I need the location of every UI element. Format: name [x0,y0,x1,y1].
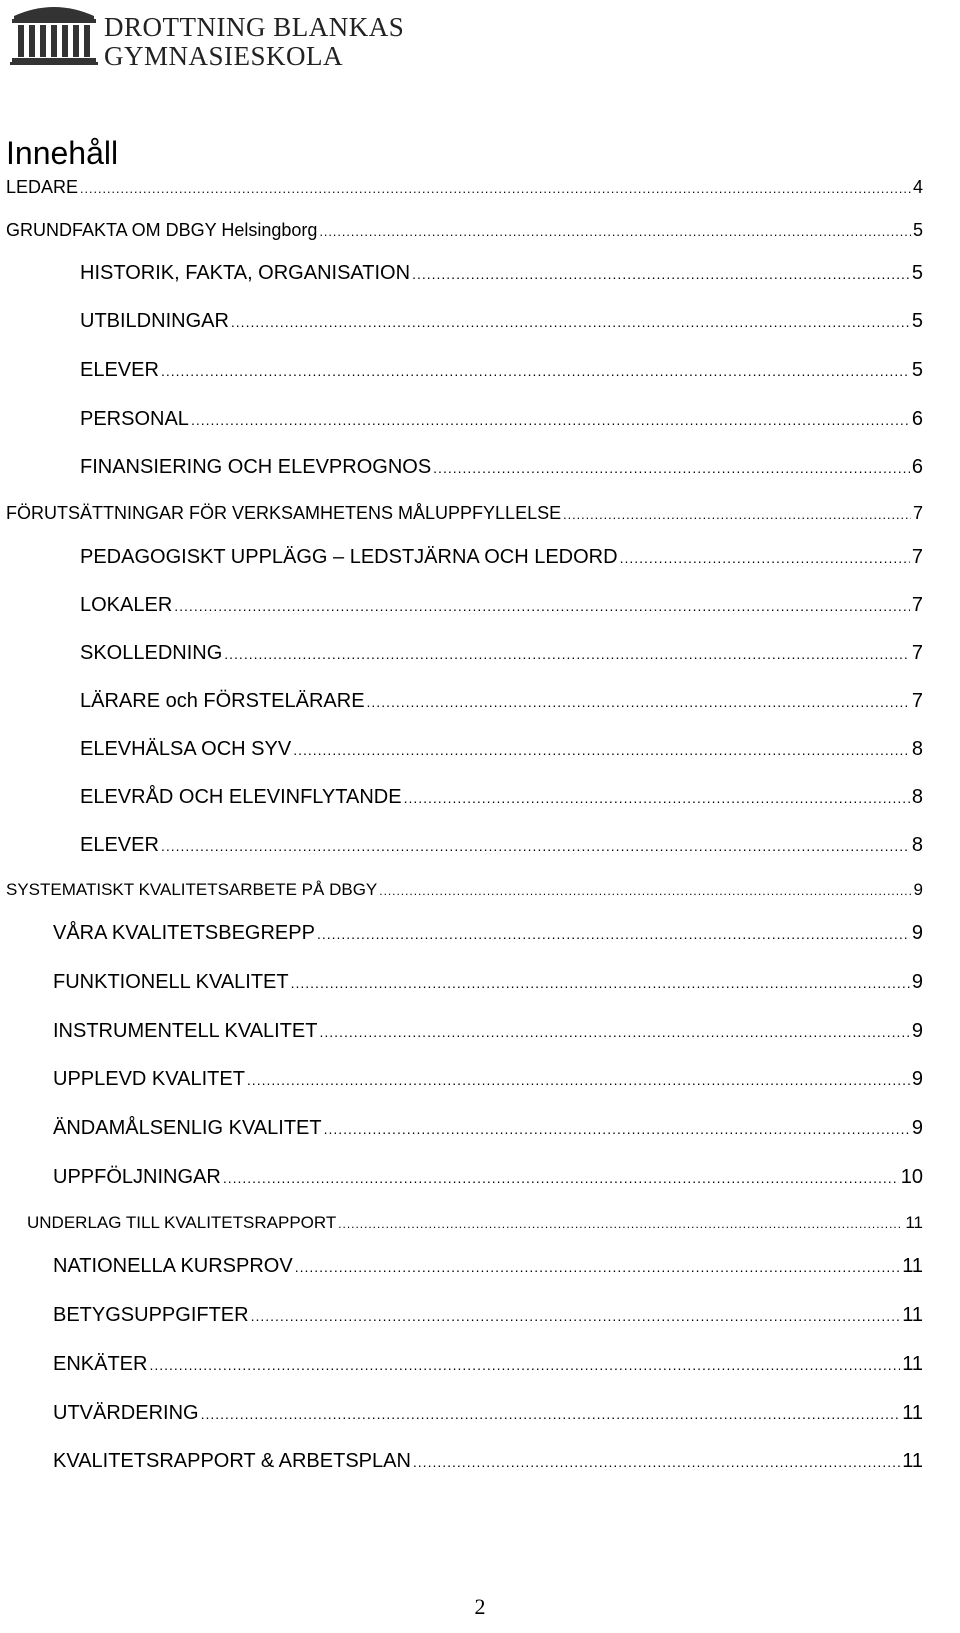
toc-entry[interactable] [80,408,923,431]
toc-entry[interactable] [53,1402,923,1425]
toc-entry[interactable] [53,1304,923,1327]
toc-entry[interactable] [80,456,923,479]
toc-entry-page: 8 [911,786,923,808]
toc-entry-label: BETYGSUPPGIFTER [53,1304,249,1326]
toc-entry-label: ELEVRÅD OCH ELEVINFLYTANDE [80,786,402,808]
toc-entry[interactable] [6,503,923,524]
toc-entry[interactable] [80,690,923,713]
toc-entry[interactable] [80,546,923,569]
toc-entry[interactable] [53,1020,923,1043]
toc-entry-label: VÅRA KVALITETSBEGREPP [53,922,315,944]
toc-entry-page: 9 [911,1117,923,1139]
toc-heading: Innehåll [6,135,119,171]
toc-entry[interactable] [80,834,923,857]
toc-entry-label: HISTORIK, FAKTA, ORGANISATION [80,262,411,284]
toc-entry-label: INSTRUMENTELL KVALITET [53,1020,318,1042]
toc-entry-label: UTBILDNINGAR [80,310,229,332]
toc-entry-page: 11 [902,1255,923,1277]
toc-entry-page: 7 [911,594,923,616]
toc-entry-label: ELEVHÄLSA OCH SYV [80,738,292,760]
toc-entry-label: PEDAGOGISKT UPPLÄGG – LEDSTJÄRNA OCH LEDORD [80,546,618,568]
toc-entry[interactable] [53,1068,923,1091]
toc-entry-page: 7 [911,690,923,712]
toc-entry-page: 10 [900,1166,923,1188]
toc-entry-page: 11 [902,1353,923,1375]
toc-entry-label: ENKÄTER [53,1353,148,1375]
toc-entry-page: 6 [911,408,923,430]
toc-entry[interactable] [27,1213,923,1233]
toc-entry[interactable] [80,786,923,809]
toc-entry-page: 11 [902,1402,923,1424]
toc-entry-page: 11 [905,1213,923,1232]
toc-entry[interactable] [80,310,923,333]
toc-entry-page: 7 [912,503,923,523]
toc-entry[interactable] [6,177,923,198]
toc-entry[interactable] [80,642,923,665]
toc-entry-page: 5 [911,262,923,284]
toc-entry[interactable] [53,1117,923,1140]
toc-entry-page: 11 [902,1304,923,1326]
toc-entry-label: FINANSIERING OCH ELEVPROGNOS [80,456,432,478]
toc-entry-label: SYSTEMATISKT KVALITETSARBETE PÅ DBGY [6,880,378,899]
toc-entry-page: 8 [911,738,923,760]
toc-entry-label: SKOLLEDNING [80,642,223,664]
toc-entry-label: UPPLEVD KVALITET [53,1068,245,1090]
toc-entry-page: 6 [911,456,923,478]
toc-entry-label: GRUNDFAKTA OM DBGY Helsingborg [6,220,318,240]
toc-entry-label: ELEVER [80,359,159,381]
toc-entry-label: PERSONAL [80,408,189,430]
school-name-line2: GYMNASIESKOLA [104,41,344,71]
toc-entry-page: 5 [911,359,923,381]
toc-entry[interactable] [53,1255,923,1278]
toc-entry[interactable] [80,359,923,382]
toc-entry-page: 5 [912,220,923,240]
toc-entry-page: 7 [911,546,923,568]
columns-building-icon [8,2,100,66]
school-name-line1: DROTTNING BLANKAS [104,12,405,42]
toc-entry[interactable] [53,1166,923,1189]
page-number: 2 [474,1594,486,1619]
toc-entry-label: UNDERLAG TILL KVALITETSRAPPORT [27,1213,337,1232]
toc-entry-page: 7 [911,642,923,664]
toc-entry[interactable] [53,1353,923,1376]
toc-entry-page: 9 [911,1068,923,1090]
toc-entry[interactable] [6,880,923,900]
school-header [8,2,405,71]
toc-entry-label: LEDARE [6,177,79,197]
toc-entry[interactable] [80,738,923,761]
toc-entry-page: 9 [913,880,923,899]
toc-entry[interactable] [53,1450,923,1473]
toc-entry-page: 8 [911,834,923,856]
toc-entry-page: 9 [911,922,923,944]
toc-entry-page: 5 [911,310,923,332]
toc-entry[interactable] [6,220,923,241]
toc-entry-label: ÄNDAMÅLSENLIG KVALITET [53,1117,322,1139]
toc-entry[interactable] [80,262,923,285]
school-name [104,2,404,70]
toc-entry-page: 4 [912,177,923,197]
toc-entry[interactable] [80,594,923,617]
toc-entry-page: 9 [911,971,923,993]
toc-entry-label: FUNKTIONELL KVALITET [53,971,289,993]
toc-entry-label: NATIONELLA KURSPROV [53,1255,293,1277]
toc-entry-label: FÖRUTSÄTTNINGAR FÖR VERKSAMHETENS MÅLUPPFYLLELSE [6,503,562,523]
toc-entry-label: KVALITETSRAPPORT & ARBETSPLAN [53,1450,411,1472]
toc-entry-page: 9 [911,1020,923,1042]
toc-entry-label: UTVÄRDERING [53,1402,199,1424]
toc-entry-label: LÄRARE och FÖRSTELÄRARE [80,690,365,712]
toc-entry-label: UPPFÖLJNINGAR [53,1166,221,1188]
toc-entry[interactable] [53,971,923,994]
toc-entry-label: ELEVER [80,834,159,856]
toc-entry-page: 11 [902,1450,923,1472]
toc-entry[interactable] [53,922,923,945]
toc-entry-label: LOKALER [80,594,173,616]
